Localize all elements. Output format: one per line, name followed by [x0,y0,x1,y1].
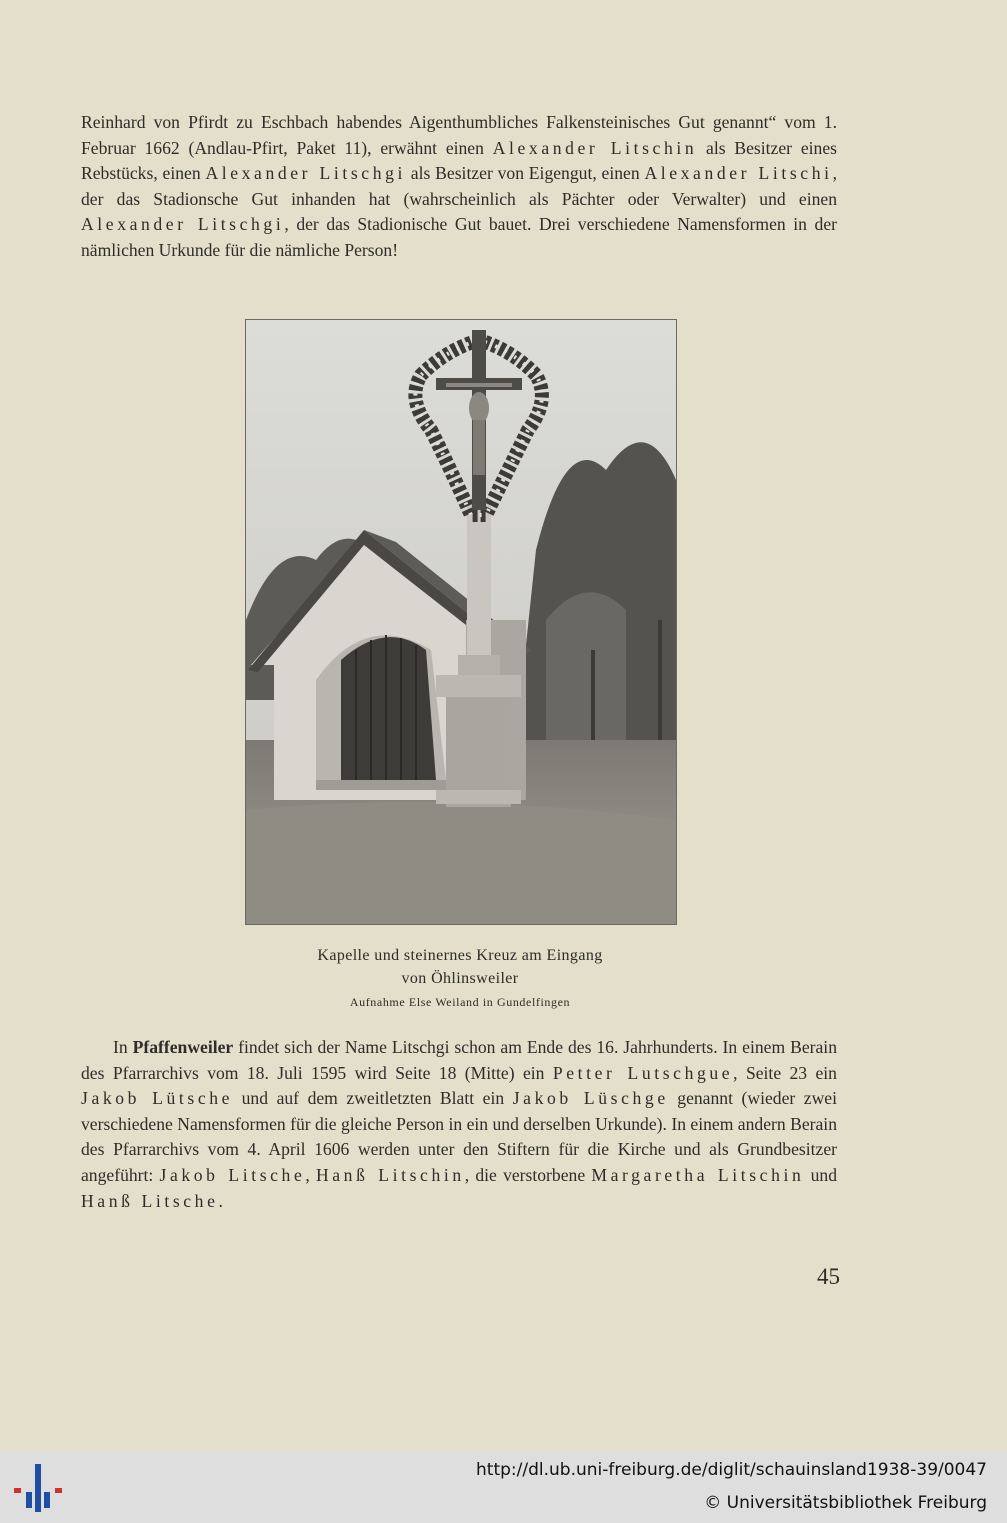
photo-illustration [246,320,676,924]
spaced-name: Alexander Litschgi [81,214,285,235]
chapel-cross-photo [246,320,676,924]
text-segment: als Besitzer von Eigengut, einen [406,163,645,184]
text-segment: In [113,1037,133,1057]
text-segment: und auf dem zweitletzten Blatt ein [233,1088,513,1109]
page-number: 45 [817,1264,840,1289]
ub-freiburg-logo-icon [12,1462,64,1514]
paragraph-top [81,110,837,264]
text-segment: und [804,1164,837,1185]
text-segment: , der das Stadionsche Gut inhanden hat (wahrscheinlich als Pächter oder Verwalter) und einen [81,163,838,209]
spaced-name: Jakob Lütsche [81,1088,234,1109]
spaced-name: Petter Lutschgue [552,1062,734,1083]
spaced-name: Jakob Litsche [159,1164,306,1185]
text-segment: , Seite 23 ein [733,1062,837,1083]
permalink-url[interactable]: http://dl.ub.uni-freiburg.de/diglit/schauinsland1938-39/0047 [476,1460,987,1480]
spaced-name: Hanß Litschin [315,1164,465,1185]
photo-credit: Aufnahme Else Weiland in Gundelfingen [349,995,571,1009]
text-segment: , [305,1164,316,1185]
text-segment: als Besitzer eines Rebstücks, einen [81,137,837,184]
spaced-name: Margaretha Litschin [591,1164,805,1185]
footer-bar [0,1452,1007,1523]
spaced-name: Alexander Litschi [644,163,833,184]
copyright-notice: © Universitätsbibliothek Freiburg [704,1493,987,1513]
spaced-name: Hanß Litsche [81,1190,219,1211]
paragraph-bottom [81,1035,837,1214]
text-segment: . [218,1190,223,1211]
text-segment: findet sich der Name Litschgi schon am Ende des 16. Jahrhunderts. In einem Berain des Pfarrarchivs vom 18. Juli 1595 wird Seite 18 (Mitte) ein [81,1037,837,1083]
figure-caption-line-2: von Öhlinsweiler [401,970,519,987]
text-segment: Reinhard von Pfirdt zu Eschbach habendes Aigenthumbliches Falkensteinisches Gut genannt“ vom 1. Februar 1662 (Andlau-Pfirt, Paket 11), erwähnt einen [81,112,837,158]
place-name: Pfaffenweiler [132,1037,234,1057]
text-segment: , die verstorbene [464,1164,592,1185]
text-segment: genannt (wieder zwei verschiedene Namensformen für die gleiche Person in ein und derselben Urkunde). In einem andern Berain des Pfarrarchivs vom 4. April 1606 werden unter den Stiftern für die Kirche und als Grundbesitzer angeführt: [81,1088,837,1185]
spaced-name: Alexander Litschgi [205,163,406,184]
figure-caption-line-1: Kapelle und steinernes Kreuz am Eingang [317,947,603,964]
text-segment: , der das Stadionische Gut bauet. Drei verschiedene Namensformen in der nämlichen Urkunde für die nämliche Person! [81,214,837,260]
spaced-name: Alexander Litschin [492,137,698,158]
spaced-name: Jakob Lüschge [512,1088,669,1109]
